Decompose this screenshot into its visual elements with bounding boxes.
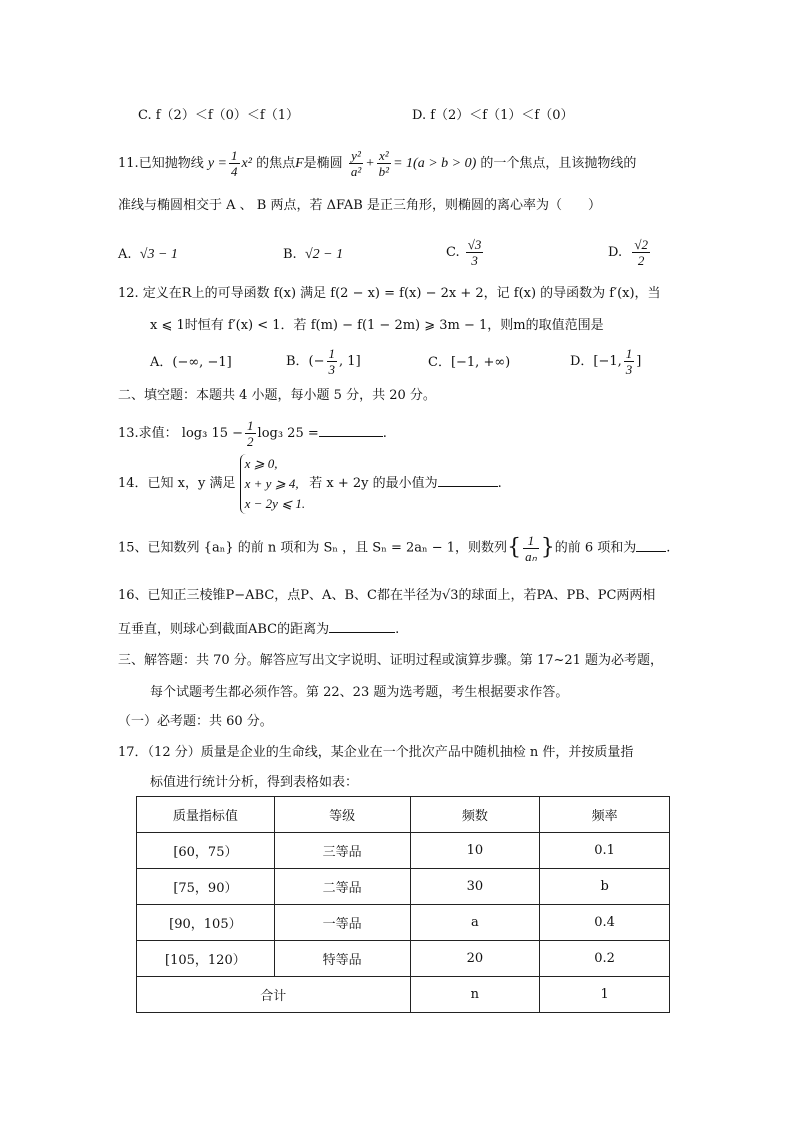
section3-line1: 三、解答题：共 70 分。解答应写出文字说明、证明过程或演算步骤。第 17~21 题为必考题， [118,653,664,668]
q15-answer-blank[interactable] [636,539,666,552]
q11-eq-rhs: x² [241,156,252,171]
table-total-count: n [410,977,540,1013]
q11-number: 11. [118,156,139,171]
table-header-row [137,797,670,833]
q11-text2: 的焦点 [256,156,296,171]
q15: 15、已知数列 {aₙ} 的前 n 项和为 Sₙ ，且 Sₙ = 2aₙ − 1，则数列{ $\frac{1}{\text{aₙ}}$ }的前 6 项和为 . [118,532,671,564]
q11-option-b: B. √2 − 1 [283,247,344,262]
q10-option-c: C. f（2）＜f（0）＜f（1） [138,108,299,123]
q11-option-c: C. $\frac{√3}{3}$ [446,237,482,268]
q12-option-c: C．[−1, +∞) [428,355,511,370]
q15-frac: $\frac{1}{\text{aₙ}}$ [525,532,537,564]
table-cell: [105，120） [137,941,275,977]
q12-line1: 12. 定义在R上的可导函数 f(x) 满足 f(2 − x) = f(x) − 2x + 2，记 f(x) 的导函数为 f′(x)，当 [118,286,661,301]
table-header: 质量指标值 [137,797,275,833]
table-total-label: 合计 [137,977,411,1013]
q14-constraint-2: x + y ⩾ 4, [244,475,299,491]
q11-line1 [118,146,636,182]
section2-heading: 二、填空题：本题共 4 小题，每小题 5 分，共 20 分。 [118,388,436,403]
table-cell: 一等品 [274,905,410,941]
q11-text4: 的一个焦点，且该抛物线的 [480,156,637,171]
q11-text1: 已知抛物线 [138,156,204,171]
table-cell: [60，75） [137,833,275,869]
q16-line1: 16、已知正三棱锥P−ABC，点P、A、B、C都在半径为√3的球面上，若PA、PB、PC两两相 [118,588,656,603]
q11-ellipse-frac2: $\frac{\text{x²}}{\text{b²}}$ [378,148,390,179]
table-cell: 0.2 [540,941,670,977]
q11-ellipse-rhs: = 1(a > b > 0) [393,156,477,171]
q14-constraint-system [240,454,305,514]
table-cell: 特等品 [274,941,410,977]
q11-text3: 是椭圆 [303,156,343,171]
q11-option-d: D. $\frac{√2}{2}$ [608,237,648,268]
q14-pre: 14．已知 x，y 满足 [118,476,236,491]
table-total-freq: 1 [540,977,670,1013]
table-cell: b [540,869,670,905]
table-cell: [75，90） [137,869,275,905]
q14: 14．已知 x，y 满足 x ⩾ 0, x + y ⩾ 4, x − 2y ⩽ 1. 若 x + 2y 的最小值为 . [118,452,502,516]
table-header: 等级 [274,797,410,833]
q14-constraint-3: x − 2y ⩽ 1. [244,495,306,511]
q12-option-a: A．(−∞, −1] [150,355,232,370]
q14-answer-blank[interactable] [438,474,498,487]
q11-eq-lhs: y = [207,156,228,171]
q13-frac: $\frac{1}{2}$ [247,418,254,449]
table-total-row [137,977,670,1013]
q11-line2: 准线与椭圆相交于 A 、 B 两点，若 ΔFAB 是正三角形，则椭圆的离心率为（ ） [118,198,601,213]
q12-option-b: B．(− $\frac{1}{3}$ , 1] [286,346,361,377]
table-header: 频率 [540,797,670,833]
q15-post: 的前 6 项和为 [554,540,637,556]
q12-line2: x ⩽ 1时恒有 f′(x) < 1．若 f(m) − f(1 − 2m) ⩾ 3m − 1，则m的取值范围是 [150,318,604,333]
table-cell: [90，105） [137,905,275,941]
q13-post: log₃ 25 = [257,426,319,441]
q14-post: 若 x + 2y 的最小值为 [309,476,438,491]
q11-frac-quarter: $\frac{1}{4}$ [231,148,238,179]
table-row [137,905,670,941]
table-cell: 0.1 [540,833,670,869]
q13: 13.求值： log₃ 15 − $\frac{1}{2}$ log₃ 25 = . [118,418,387,449]
table-row [137,833,670,869]
q17-line1: 17．（12 分）质量是企业的生命线，某企业在一个批次产品中随机抽检 n 件，并按质量指 [118,745,634,760]
section3-line2: 每个试题考生都必须作答。第 22、23 题为选考题，考生根据要求作答。 [150,685,569,700]
q13-pre: 13.求值： log₃ 15 − [118,426,244,441]
q14-constraint-1: x ⩾ 0, [244,455,278,471]
q16-answer-blank[interactable] [329,620,395,633]
table-cell: 30 [410,869,540,905]
q17-line2: 标值进行统计分析，得到表格如表： [150,775,359,790]
q13-answer-blank[interactable] [319,424,383,437]
table-row [137,869,670,905]
q15-pre: 15、已知数列 {aₙ} 的前 n 项和为 Sₙ ，且 Sₙ = 2aₙ − 1，则数列 [118,540,508,556]
q10-option-d: D. f（2）＜f（1）＜f（0） [412,108,574,123]
q11-focus-f: F [295,156,304,171]
table-cell: 二等品 [274,869,410,905]
table-cell: 20 [410,941,540,977]
q12-option-d: D．[−1, $\frac{1}{3}$ ] [570,346,642,377]
section3-subheading: （一）必考题：共 60 分。 [118,714,273,729]
q11-plus: + [365,156,375,171]
quality-table [136,796,670,1013]
q11-ellipse-frac1: $\frac{\text{y²}}{\text{a²}}$ [350,148,362,179]
table-cell: 三等品 [274,833,410,869]
q16-line2: 互垂直，则球心到截面ABC的距离为 . [118,622,400,637]
table-cell: a [410,905,540,941]
q11-option-a: A. √3 − 1 [118,247,178,262]
table-row [137,941,670,977]
table-header: 频数 [410,797,540,833]
table-cell: 0.4 [540,905,670,941]
table-cell: 10 [410,833,540,869]
